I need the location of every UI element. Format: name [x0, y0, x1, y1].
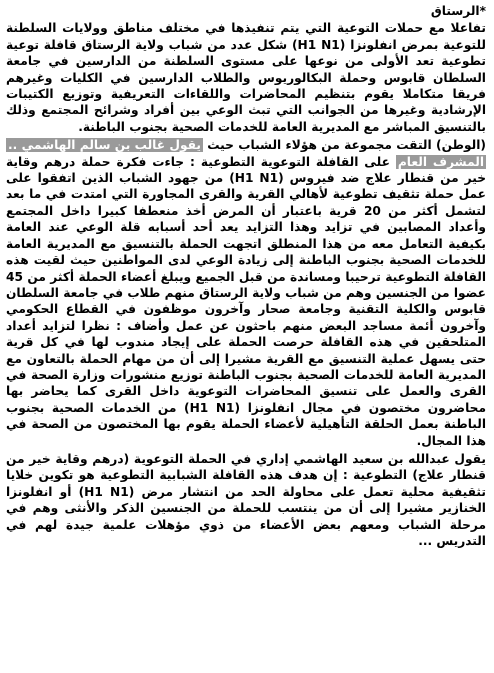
- highlighted-speaker-name: يقول غالب بن سالم الهاشمي ..: [8, 138, 201, 153]
- article-paragraph-second-speaker: يقول عبدالله بن سعيد الهاشمي إداري في الحملة التوعوية (درهم وقاية خير من قنطار علاج) التطوعية : إن هدف هذه القافلة الشبابية التطوعية هو تكوين خلايا تثقيفية محلية تعمل على محاولة الحد من انتشار مرض (H1 N1) أو انفلونزا الخنازير مشيرا إلى أن من ينتسب للحملة من الجنسين الذكر والأنثى وهم في مرحلة الشباب ومعهم بعض الأعضاء من ذوي مؤهلات علمية جيدة لهم في التدريس ...: [6, 451, 486, 548]
- paragraph-body-text: على القافلة التوعوية التطوعية : جاءت فكرة حملة درهم وقاية خير من قنطار علاج ضد فيروس (H1 N1) من جهود الشباب الذين اتفقوا على عمل حملة تثقيف تطوعية لأهالي القرية والقرى المجاورة التي امتدت في ما بعد لتشمل أكثر من 20 قرية باعتبار أن المرض أخذ منعطفا كبيرا داخل المجتمع وأعداد المصابين في تزايد وهذا التزايد يعد أحد أسبابه قلة الوعي عند العامة بكيفية التعامل معه من هذا المنطلق اتجهت الحملة بالتنسيق مع المديرية العامة للخدمات الصحية بجنوب الباطنة إلى زيادة الوعي لدى المواطنين حيث لقيت هذه القافلة التطوعية ترحيبا ومساندة من قبل الجميع ويبلغ أعضاء الحملة أكثر من 45 عضوا من الجنسين وهم من شباب ولاية الرستاق منهم طلاب في جامعة السلطان قابوس والكلية التقنية وجامعة صحار وآخرون موظفون في القطاع الحكومي وآخرون أئمة مساجد البعض منهم باحثون عن عمل وأضاف : نظرا لتزايد أعداد المتلحقين في هذه القافلة حرصت الحملة على إيجاد مندوب لها في كل قرية حتى يسهل عملية التنسيق مع القرية مشيرا إلى أن من مهام الحملة بالتعاون مع المديرية العامة للخدمات الصحية بجنوب الباطنة توزيع منشورات وزارة الصحة في القرى والعمل على تنسيق المحاضرات التوعوية داخل القرى كما يحاضر بها محاضرون مختصون في مجال انفلونزا (H1 N1) من الخدمات الصحية بجنوب الباطنة بعمل الحلقة التأهيلية لأعضاء الحملة يقوم بها المختصون من الصحة في هذا المجال.: [6, 154, 486, 448]
- highlighted-speaker-role: المشرف العام: [397, 154, 484, 169]
- article-paragraph-interview: [6, 137, 486, 449]
- article-paragraph-intro: تفاعلا مع حملات التوعية التي يتم تنفيذها في مختلف مناطق وولايات السلطنة للتوعية بمرض انفلونزا (H1 N1) شكل عدد من شباب ولاية الرستاق قافلة توعية تطوعية تعد الأولى من نوعها على مستوى السلطنة من الدارسين في جامعة السلطان قابوس وحملة البكالوريوس والطلاب الدارسين في الكليات وغيرهم فريقا متكاملا يقوم بتنظيم المحاضرات واللقاءات التعريفية وتوزيع الكتيبات الإرشادية وغيرها من الجوانب التي تبث الوعي بين أفراد وشرائح المجتمع وذلك بالتنسيق المباشر مع المديرية العامة للخدمات الصحية بجنوب الباطنة.: [6, 21, 486, 134]
- article-location-heading: *الرستاق: [430, 4, 486, 18]
- paragraph-lead-text: (الوطن) التقت مجموعة من هؤلاء الشباب حيث: [202, 138, 486, 153]
